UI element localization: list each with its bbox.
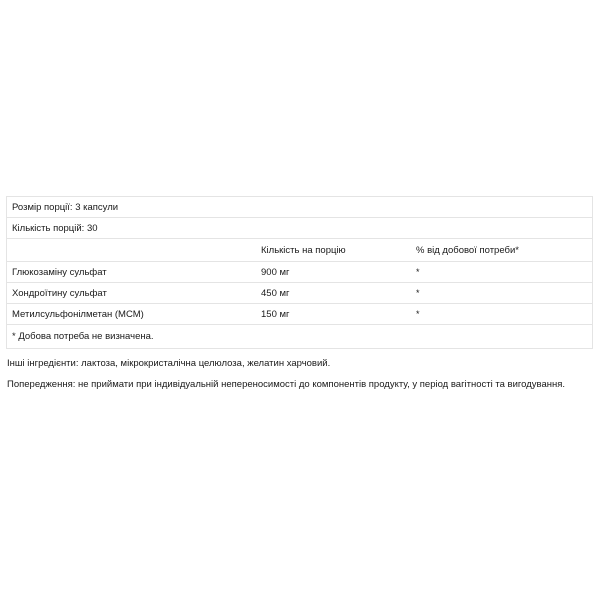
- nutrient-name: Метилсульфонілметан (МСМ): [12, 308, 144, 320]
- nutrient-daily-value: *: [416, 309, 420, 319]
- table-row: [6, 262, 593, 283]
- nutrient-daily-value: *: [416, 267, 420, 277]
- serving-size-row: [6, 197, 593, 218]
- footnote-row: [6, 325, 593, 349]
- warning-text: Попередження: не приймати при індивідуальній непереносимості до компонентів продукту, у період вагітності та вигодування.: [7, 379, 566, 390]
- nutrient-amount: 150 мг: [261, 308, 290, 320]
- servings-count-text: Кількість порцій: 30: [12, 222, 98, 234]
- nutrient-name: Хондроїтину сульфат: [12, 287, 107, 299]
- table-row: [6, 304, 593, 325]
- daily-value-column-header: % від добової потреби*: [416, 244, 519, 256]
- nutrient-amount: 450 мг: [261, 287, 290, 299]
- footnote-text: * Добова потреба не визначена.: [12, 331, 154, 342]
- other-ingredients-text: Інші інгредієнти: лактоза, мікрокристалічна целюлоза, желатин харчовий.: [7, 358, 331, 369]
- supplement-facts-table: [6, 196, 593, 349]
- nutrient-amount: 900 мг: [261, 266, 290, 278]
- table-header-row: [6, 239, 593, 262]
- nutrient-daily-value: *: [416, 288, 420, 298]
- servings-count-row: [6, 218, 593, 239]
- nutrient-name: Глюкозаміну сульфат: [12, 266, 107, 278]
- amount-column-header: Кількість на порцію: [261, 244, 346, 256]
- table-row: [6, 283, 593, 304]
- serving-size-text: Розмір порції: 3 капсули: [12, 201, 119, 213]
